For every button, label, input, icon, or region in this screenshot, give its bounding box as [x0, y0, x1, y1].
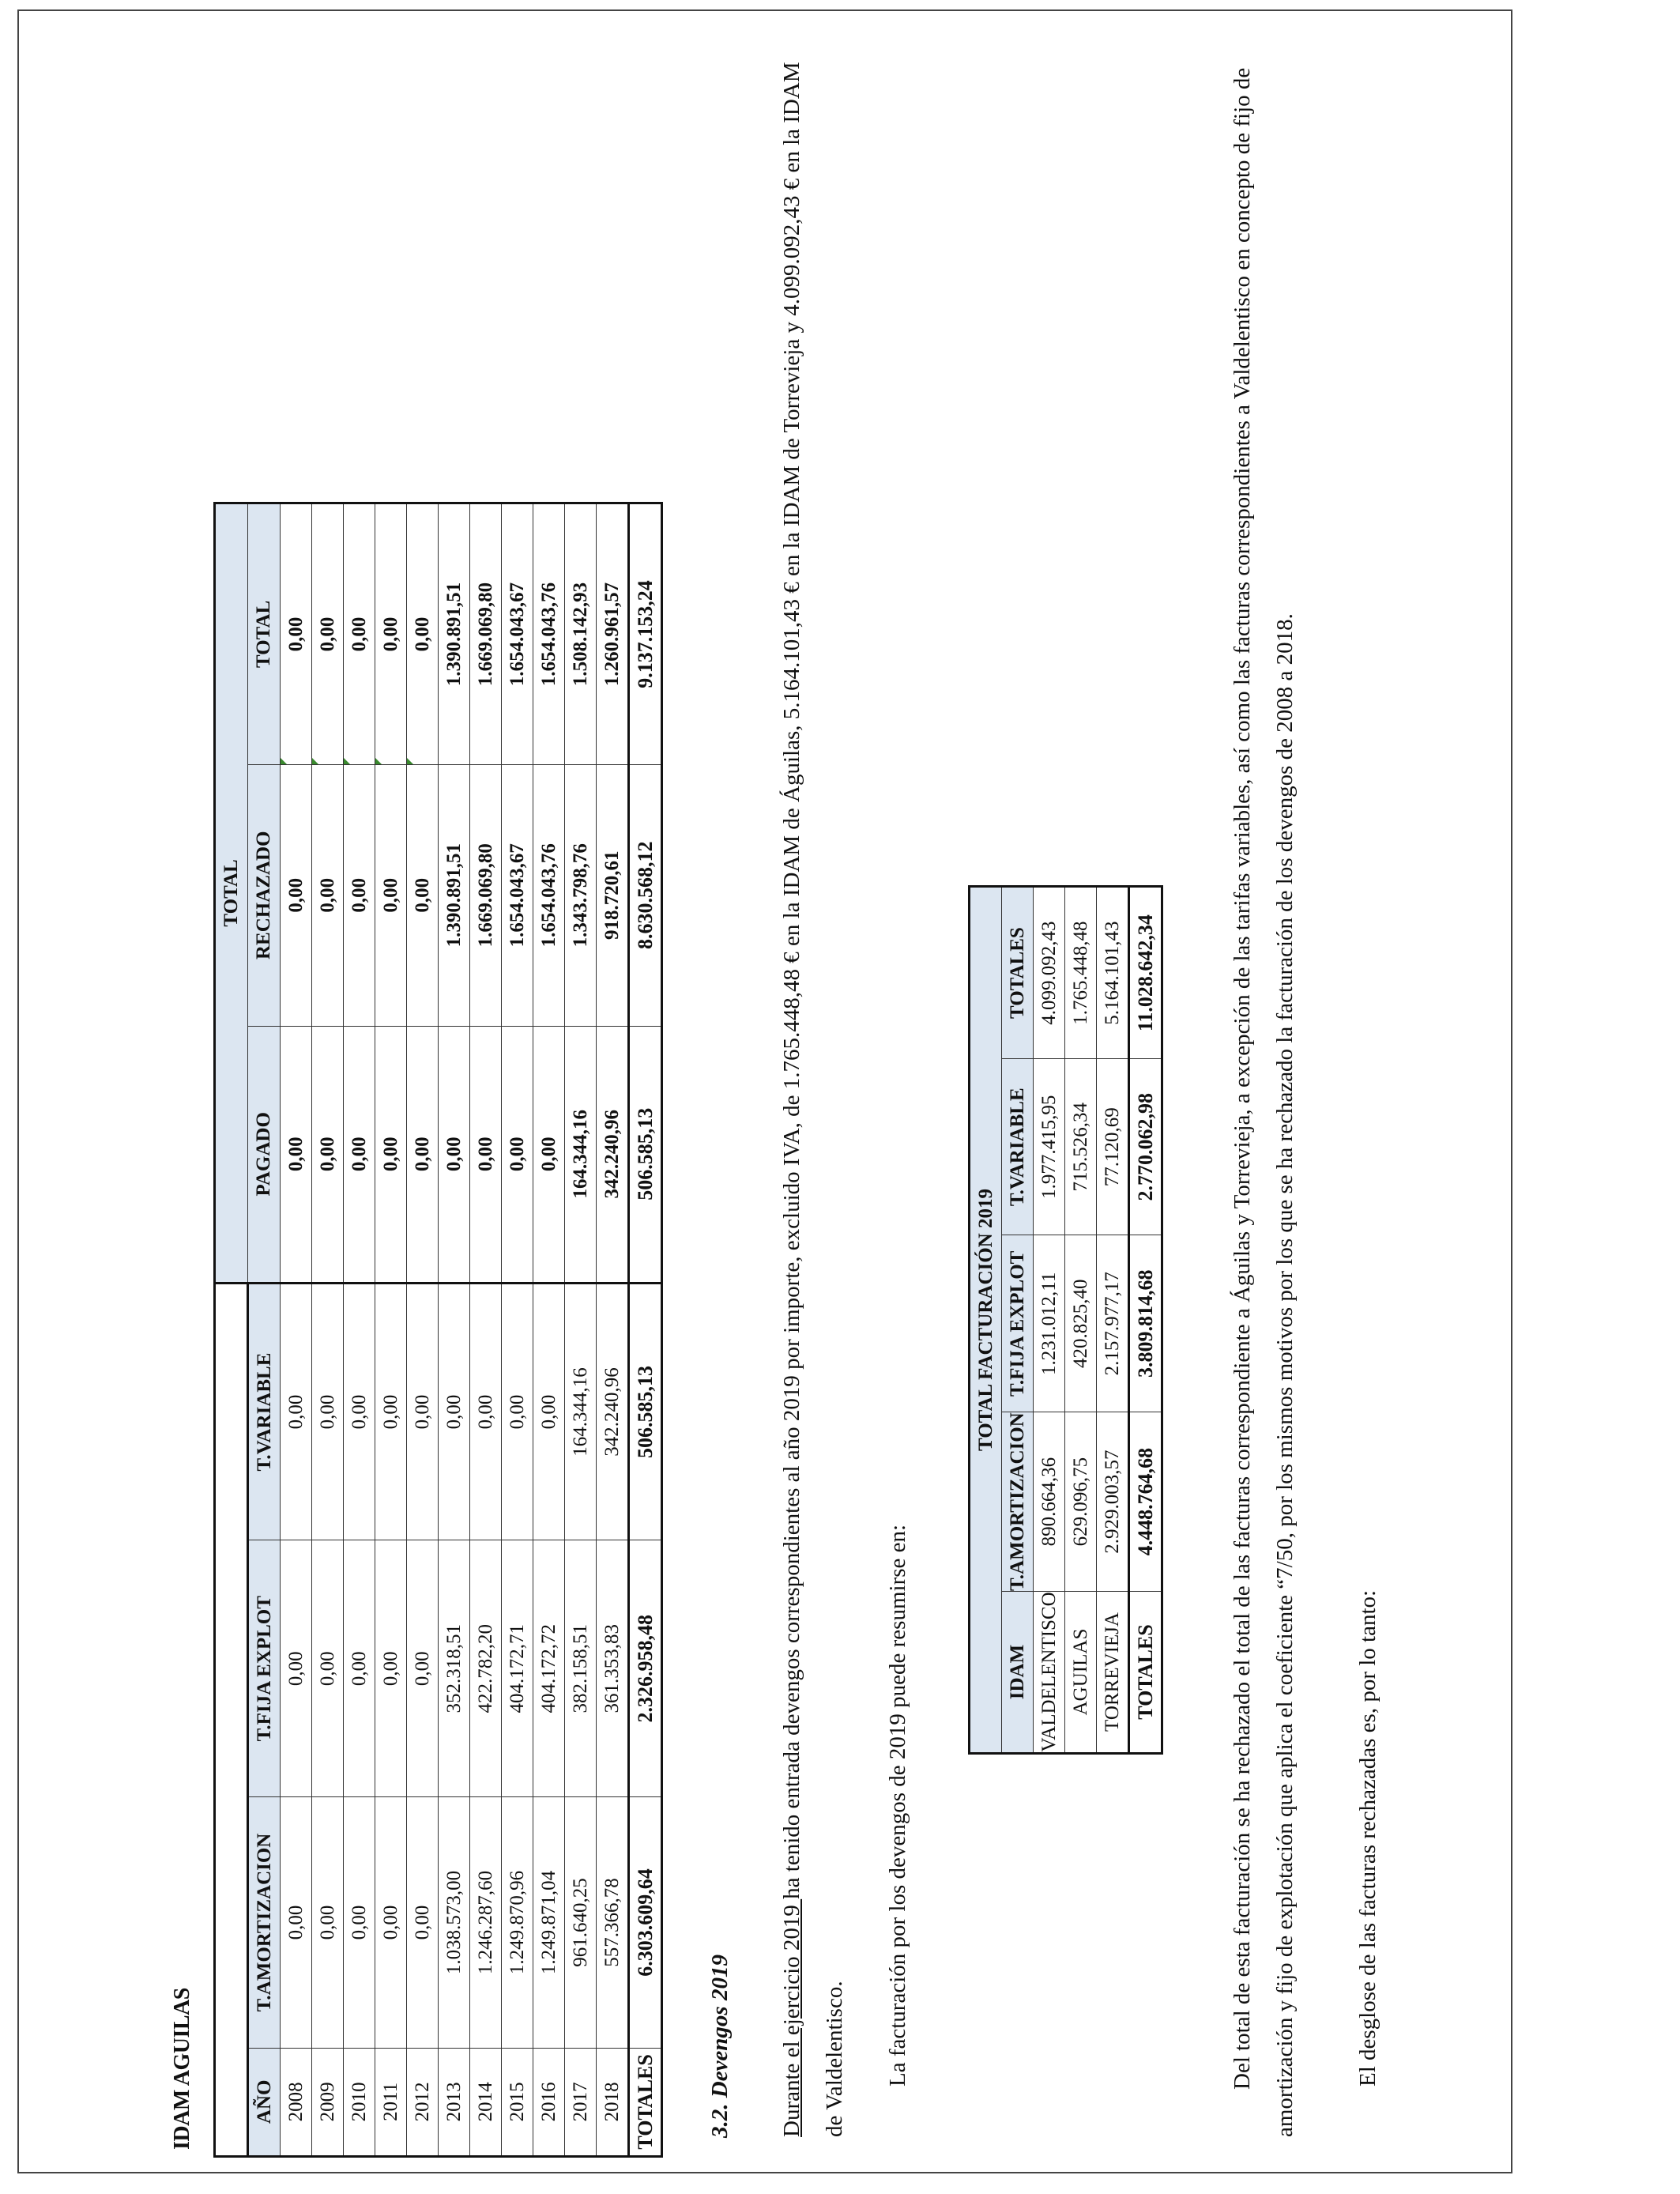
table-cell: 0,00 — [533, 1026, 565, 1283]
table-row — [597, 503, 629, 2157]
table-cell: 0,00 — [470, 1026, 502, 1283]
table1-header-row — [248, 503, 281, 2157]
idam-aguilas-table — [213, 502, 663, 2158]
header-cell: T.AMORTIZACION — [248, 1797, 281, 2048]
table-cell: 2.929.003,57 — [1097, 1412, 1129, 1592]
table2-header-row — [1002, 887, 1034, 1754]
paragraph-rechazo: Del total de esta facturación se ha rechazado el total de las facturas correspondiente a Águilas y Torrevieja, a excepción de las tarifas variables, así como las facturas correspondientes a Valdelentisco en concepto de fijo de amortización y fijo de explotación que aplica el coeficiente “7/50, por los mismos motivos por los que se ha rechazado la facturación de los devengos de 2008 a 2018. — [1230, 67, 1298, 2137]
table-cell: 0,00 — [312, 1026, 344, 1283]
table-cell: 1.654.043,67 — [502, 764, 533, 1026]
table-cell: 1.654.043,76 — [533, 764, 565, 1026]
table-cell: 0,00 — [281, 503, 312, 765]
paragraph-text: ha tenido entrada devengos correspondientes al año 2019 por importe, excluido IVA, de 1.765.448,48 € en la IDAM de Águilas, 5.164.101,43 € en la IDAM de Torrevieja y 4.099.092,43 € en la IDAM de Valdelentisco. — [779, 62, 847, 2137]
header-cell: TOTALES — [1002, 887, 1034, 1059]
table-cell: 629.096,75 — [1065, 1412, 1097, 1592]
total-facturacion-table — [968, 885, 1163, 1755]
table-cell: 0,00 — [281, 1540, 312, 1797]
table-cell: 0,00 — [407, 503, 439, 765]
table-row — [533, 503, 565, 2157]
table-cell: 1.654.043,76 — [533, 503, 565, 765]
table2-totals-row — [1129, 887, 1162, 1754]
totals-cell: 2.326.958,48 — [629, 1540, 662, 1797]
table-cell: 0,00 — [533, 1283, 565, 1540]
table-cell: 2014 — [470, 2048, 502, 2156]
table-cell: 2017 — [565, 2048, 597, 2156]
table-cell: 361.353,83 — [597, 1540, 629, 1797]
table-cell: 404.172,71 — [502, 1540, 533, 1797]
table-cell: 1.260.961,57 — [597, 503, 629, 765]
table-cell: 2011 — [375, 2048, 407, 2156]
header-cell: T.AMORTIZACION — [1002, 1412, 1034, 1592]
table-cell: 0,00 — [281, 1026, 312, 1283]
table-row — [344, 503, 375, 2157]
table-cell: 0,00 — [375, 764, 407, 1026]
table-cell: 0,00 — [344, 1283, 375, 1540]
totals-cell: 506.585,13 — [629, 1283, 662, 1540]
header-cell: T.VARIABLE — [248, 1283, 281, 1540]
table-cell: 0,00 — [407, 764, 439, 1026]
table-cell: 2009 — [312, 2048, 344, 2156]
table-row — [312, 503, 344, 2157]
table-cell: 0,00 — [375, 1283, 407, 1540]
table-cell: 1.765.448,48 — [1065, 887, 1097, 1059]
table-cell: 0,00 — [281, 764, 312, 1026]
table-cell: 0,00 — [344, 1026, 375, 1283]
table-cell: 2008 — [281, 2048, 312, 2156]
table-cell: 0,00 — [407, 1283, 439, 1540]
section-title: 3.2. Devengos 2019 — [707, 1955, 733, 2138]
table-cell: 0,00 — [312, 503, 344, 765]
totals-cell: 6.303.609,64 — [629, 1797, 662, 2048]
table-cell: 164.344,16 — [565, 1283, 597, 1540]
table-cell: 1.669.069,80 — [470, 503, 502, 765]
header-cell: T.FIJA EXPLOT — [248, 1540, 281, 1797]
table-cell: 342.240,96 — [597, 1283, 629, 1540]
table-cell: 0,00 — [375, 1797, 407, 2048]
paragraph-devengos — [770, 51, 856, 2137]
table-cell: 382.158,51 — [565, 1540, 597, 1797]
table-cell: 961.640,25 — [565, 1797, 597, 2048]
table-cell: 2010 — [344, 2048, 375, 2156]
table-cell: 0,00 — [439, 1283, 470, 1540]
table-cell: 0,00 — [312, 1540, 344, 1797]
table-cell: 0,00 — [312, 1797, 344, 2048]
table-cell: AGUILAS — [1065, 1592, 1097, 1754]
totals-cell: TOTALES — [1129, 1592, 1162, 1754]
table-cell: 77.120,69 — [1097, 1059, 1129, 1235]
paragraph-desglose-intro: El desglose de las facturas rechazadas es, por lo tanto: — [1355, 1589, 1381, 2087]
table-cell: 0,00 — [312, 1283, 344, 1540]
group-header-total: TOTAL — [215, 503, 248, 1284]
table-cell: VALDELENTISCO — [1034, 1592, 1065, 1754]
table-cell: 0,00 — [407, 1797, 439, 2048]
totals-cell: 9.137.153,24 — [629, 503, 662, 765]
totals-cell: 506.585,13 — [629, 1026, 662, 1283]
table-cell: 1.654.043,67 — [502, 503, 533, 765]
table-row — [281, 503, 312, 2157]
table-cell: 1.343.798,76 — [565, 764, 597, 1026]
table-cell: 1.249.870,96 — [502, 1797, 533, 2048]
totals-cell: TOTALES — [629, 2048, 662, 2156]
table-cell: 918.720,61 — [597, 764, 629, 1026]
table-cell: 0,00 — [407, 1540, 439, 1797]
header-cell: TOTAL — [248, 503, 281, 765]
table-row — [407, 503, 439, 2157]
table-cell: 5.164.101,43 — [1097, 887, 1129, 1059]
table-cell: 2013 — [439, 2048, 470, 2156]
header-cell: PAGADO — [248, 1026, 281, 1283]
table-cell: 0,00 — [407, 1026, 439, 1283]
header-cell: T.FIJA EXPLOT — [1002, 1235, 1034, 1412]
table-cell: 1.390.891,51 — [439, 503, 470, 765]
table-cell: 4.099.092,43 — [1034, 887, 1065, 1059]
table-cell: 0,00 — [344, 1797, 375, 2048]
table-cell: TORREVIEJA — [1097, 1592, 1129, 1754]
table-cell: 404.172,72 — [533, 1540, 565, 1797]
totals-cell: 3.809.814,68 — [1129, 1235, 1162, 1412]
table-cell: 890.664,36 — [1034, 1412, 1065, 1592]
header-cell: AÑO — [248, 2048, 281, 2156]
table-cell: 420.825,40 — [1065, 1235, 1097, 1412]
table-cell: 0,00 — [344, 503, 375, 765]
table-cell: 0,00 — [344, 1540, 375, 1797]
table-cell: 0,00 — [502, 1283, 533, 1540]
table-cell: 1.038.573,00 — [439, 1797, 470, 2048]
table-cell: 0,00 — [439, 1026, 470, 1283]
table-cell: 2016 — [533, 2048, 565, 2156]
table-cell: 164.344,16 — [565, 1026, 597, 1283]
table-cell: 0,00 — [502, 1026, 533, 1283]
table-cell: 1.249.871,04 — [533, 1797, 565, 2048]
table-cell: 2015 — [502, 2048, 533, 2156]
table-cell: 1.508.142,93 — [565, 503, 597, 765]
table-cell: 0,00 — [375, 1026, 407, 1283]
table-row — [1097, 887, 1129, 1754]
totals-cell: 11.028.642,34 — [1129, 887, 1162, 1059]
table-cell: 2.157.977,17 — [1097, 1235, 1129, 1412]
table-cell: 0,00 — [375, 503, 407, 765]
header-cell: T.VARIABLE — [1002, 1059, 1034, 1235]
table-cell: 1.231.012,11 — [1034, 1235, 1065, 1412]
table-cell: 0,00 — [375, 1540, 407, 1797]
paragraph-underlined-text: Durante el ejercicio 2019 — [779, 1898, 804, 2137]
totals-cell: 2.770.062,98 — [1129, 1059, 1162, 1235]
table-cell: 352.318,51 — [439, 1540, 470, 1797]
table-row — [502, 503, 533, 2157]
rotated-page-content — [126, 32, 1486, 2166]
table-row — [1065, 887, 1097, 1754]
table-cell: 557.366,78 — [597, 1797, 629, 2048]
table-row — [439, 503, 470, 2157]
header-cell: RECHAZADO — [248, 764, 281, 1026]
table-cell: 0,00 — [281, 1283, 312, 1540]
table-row — [375, 503, 407, 2157]
table-cell: 1.246.287,60 — [470, 1797, 502, 2048]
table-cell: 2012 — [407, 2048, 439, 2156]
table-cell: 422.782,20 — [470, 1540, 502, 1797]
table-cell: 1.390.891,51 — [439, 764, 470, 1026]
table-cell: 715.526,34 — [1065, 1059, 1097, 1235]
table1-totals-row — [629, 503, 662, 2157]
table-row — [470, 503, 502, 2157]
table-cell: 0,00 — [312, 764, 344, 1026]
table-cell: 2018 — [597, 2048, 629, 2156]
table-cell: 0,00 — [470, 1283, 502, 1540]
table-cell: 342.240,96 — [597, 1026, 629, 1283]
table-cell: 1.977.415,95 — [1034, 1059, 1065, 1235]
totals-cell: 8.630.568,12 — [629, 764, 662, 1026]
table-row — [565, 503, 597, 2157]
table-cell: 1.669.069,80 — [470, 764, 502, 1026]
header-cell: IDAM — [1002, 1592, 1034, 1754]
table1-title: IDAM AGUILAS — [170, 1988, 194, 2150]
table-cell: 0,00 — [344, 764, 375, 1026]
totals-cell: 4.448.764,68 — [1129, 1412, 1162, 1592]
paragraph-summary-intro: La facturación por los devengos de 2019 puede resumirse en: — [885, 1524, 910, 2087]
table-row — [1034, 887, 1065, 1754]
table2-title: TOTAL FACTURACIÓN 2019 — [970, 887, 1002, 1754]
table-cell: 0,00 — [281, 1797, 312, 2048]
